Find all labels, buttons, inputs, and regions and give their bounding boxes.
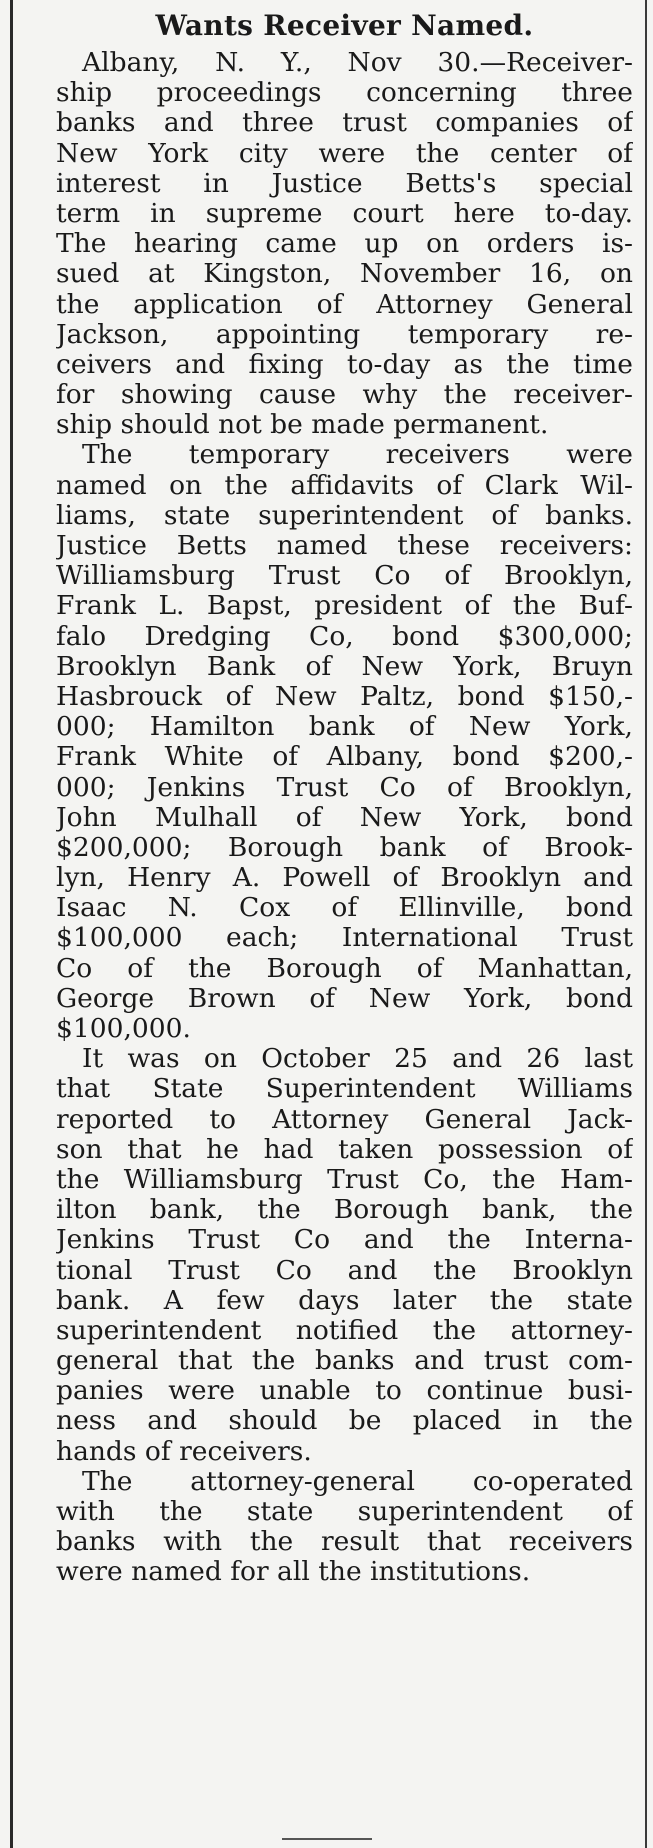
article-line: banks and three trust companies of — [56, 108, 633, 139]
article-line: term in supreme court here to-day. — [56, 198, 633, 229]
article-line: for showing cause why the receiver- — [56, 380, 633, 411]
article-line: hands of receivers. — [56, 1436, 312, 1467]
article-line: superintendent notified the attorney- — [56, 1315, 633, 1346]
article-line: that State Superintendent Williams — [56, 1074, 633, 1105]
article-line: 000; Hamilton bank of New York, — [56, 712, 633, 743]
article-line: reported to Attorney General Jack- — [56, 1104, 633, 1135]
article-line: ceivers and fixing to-day as the time — [56, 349, 633, 380]
article-line: ilton bank, the Borough bank, the — [56, 1195, 633, 1226]
article-line: banks with the result that receivers — [56, 1527, 633, 1558]
article-line: $200,000; Borough bank of Brook- — [56, 832, 633, 863]
article-body — [56, 48, 633, 1588]
bottom-rule — [282, 1838, 372, 1840]
column-rule-right — [645, 0, 647, 1848]
article-line: Albany, N. Y., Nov 30.—Receiver- — [82, 48, 633, 78]
article-line: general that the banks and trust com- — [56, 1346, 633, 1377]
article-line: ness and should be placed in the — [56, 1406, 633, 1437]
article-line: Jenkins Trust Co and the Interna- — [56, 1225, 633, 1256]
article-line: sued at Kingston, November 16, on — [56, 259, 633, 290]
article-line: Brooklyn Bank of New York, Bruyn — [56, 651, 633, 682]
article-line: tional Trust Co and the Brooklyn — [56, 1255, 633, 1286]
article-line: New York city were the center of — [56, 138, 633, 169]
article-line: Isaac N. Cox of Ellinville, bond — [56, 893, 633, 924]
article — [56, 8, 633, 1588]
article-line: ship proceedings concerning three — [56, 78, 633, 109]
article-line: $100,000 each; International Trust — [56, 923, 633, 954]
article-line: ship should not be made permanent. — [56, 410, 549, 441]
article-line: It was on October 25 and 26 last — [82, 1044, 633, 1075]
headline: Wants Receiver Named. — [155, 9, 534, 42]
article-line: The hearing came up on orders is- — [56, 229, 633, 260]
article-line: George Brown of New York, bond — [56, 983, 633, 1014]
article-line: named on the affidavits of Clark Wil- — [56, 470, 633, 501]
article-line: Co of the Borough of Manhattan, — [56, 953, 633, 984]
article-line: The temporary receivers were — [82, 440, 633, 471]
article-line: liams, state superintendent of banks. — [56, 500, 633, 531]
article-line: John Mulhall of New York, bond — [56, 802, 633, 833]
article-line: $100,000. — [56, 1014, 191, 1044]
article-line: were named for all the institutions. — [56, 1557, 531, 1588]
article-line: Frank L. Bapst, president of the Buf- — [56, 591, 633, 622]
column-rule-left — [10, 0, 13, 1848]
article-line: interest in Justice Betts's special — [56, 168, 633, 199]
article-line: panies were unable to continue busi- — [56, 1376, 633, 1407]
article-line: Williamsburg Trust Co of Brooklyn, — [56, 561, 633, 592]
article-line: Justice Betts named these receivers: — [56, 531, 633, 561]
article-line: falo Dredging Co, bond $300,000; — [56, 621, 633, 652]
article-line: Jackson, appointing temporary re- — [56, 319, 633, 350]
article-line: bank. A few days later the state — [56, 1285, 633, 1316]
article-line: 000; Jenkins Trust Co of Brooklyn, — [56, 772, 633, 803]
article-line: The attorney-general co-operated — [82, 1466, 633, 1497]
article-line: with the state superintendent of — [56, 1497, 633, 1527]
article-line: Frank White of Albany, bond $200,- — [56, 742, 633, 773]
article-line: Hasbrouck of New Paltz, bond $150,- — [56, 681, 633, 712]
article-line: the application of Attorney General — [56, 289, 633, 320]
article-line: the Williamsburg Trust Co, the Ham- — [56, 1164, 633, 1195]
article-line: lyn, Henry A. Powell of Brooklyn and — [56, 863, 633, 894]
article-line: son that he had taken possession of — [56, 1134, 633, 1165]
